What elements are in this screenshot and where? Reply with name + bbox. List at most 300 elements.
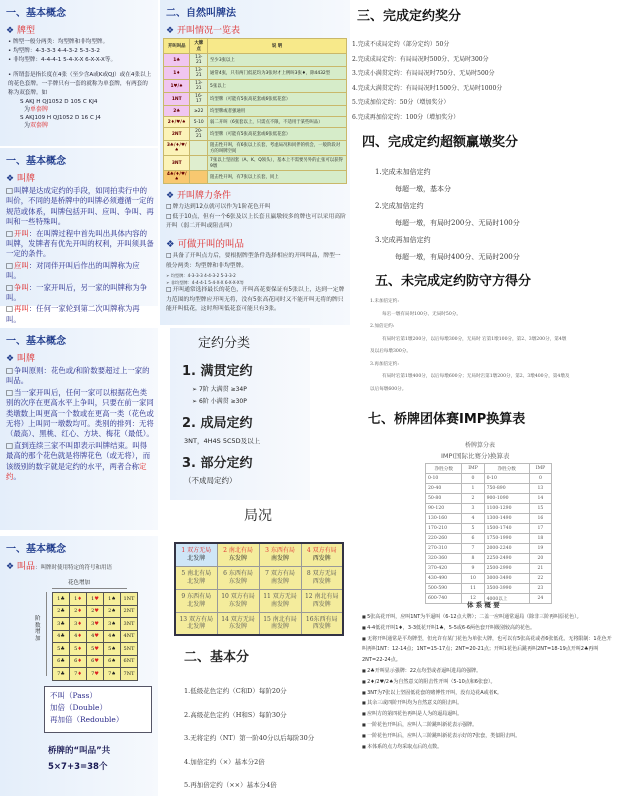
diamond-bullet-icon: ❖ bbox=[166, 26, 177, 36]
imp-row bbox=[426, 484, 552, 494]
imp-value: 4 bbox=[462, 514, 484, 524]
system-item: ■ 2♣开叫显示强牌：22点均型或者逼叫进局的强牌。 bbox=[362, 666, 614, 677]
list-item bbox=[6, 283, 154, 304]
overtrick-list bbox=[375, 164, 520, 266]
hcp-range: 13-21 bbox=[190, 67, 208, 80]
net-score: 2000-2240 bbox=[484, 544, 529, 554]
imp-title: 七、桥牌团体赛IMP换算表 bbox=[368, 412, 526, 427]
term: 应叫 bbox=[13, 260, 29, 270]
bid-level: 4 bbox=[123, 633, 127, 640]
bid-level: 7 bbox=[74, 670, 78, 677]
heading-partscore: 3. 部分定约 bbox=[182, 456, 253, 471]
overtrick-heading: 2.完成加倍定约 bbox=[375, 202, 424, 210]
imp-value: 9 bbox=[462, 564, 484, 574]
item-tail: 。 bbox=[13, 472, 21, 482]
description: 均型牌（可能有5张高花套或6张低花套） bbox=[208, 93, 347, 106]
net-score: 430-490 bbox=[426, 574, 462, 584]
game-line: 3NT，4H4S 5C5D及以上 bbox=[184, 437, 261, 445]
net-score: 370-420 bbox=[426, 564, 462, 574]
vul-row bbox=[175, 612, 343, 635]
vul-cell bbox=[301, 543, 343, 566]
y-axis-label: 阶数增加 bbox=[35, 616, 41, 642]
vul-cell bbox=[301, 589, 343, 612]
item-text: 直到连续三家不叫即表示叫牌结束。叫得最高的那个花色就是将牌花色（或无将），而该级别的数字就是定约的水平，两者合称 bbox=[6, 440, 151, 471]
bid-cell bbox=[70, 643, 87, 656]
suit-icon: ♦ bbox=[77, 645, 82, 652]
bid-cell bbox=[104, 643, 121, 656]
imp-value: 0 bbox=[462, 474, 484, 484]
imp-value: 7 bbox=[462, 544, 484, 554]
imp-value: 22 bbox=[529, 574, 551, 584]
bid-row bbox=[53, 655, 138, 668]
imp-value: 3 bbox=[462, 504, 484, 514]
subheading: 叫牌 bbox=[16, 174, 35, 184]
bid-level: 2 bbox=[57, 608, 61, 615]
bid-level: 7 bbox=[108, 670, 112, 677]
suit-icon: ♥ bbox=[94, 608, 99, 615]
example-hand bbox=[0, 114, 158, 130]
diamond-bullet-icon: ❖ bbox=[6, 174, 17, 184]
imp-value: 23 bbox=[529, 584, 551, 594]
defense-detail: 有局时宕第1墩400分，以后每墩600分；无局时宕第1墩200分，第2、3墩400分，第4墩及以后每墩600分。 bbox=[370, 374, 570, 392]
list-item bbox=[6, 261, 154, 282]
bullet-list bbox=[0, 38, 158, 98]
imp-row bbox=[426, 494, 552, 504]
bid-cell bbox=[53, 630, 70, 643]
bid-cell bbox=[121, 605, 138, 618]
net-score: 1100-1290 bbox=[484, 504, 529, 514]
overtrick-detail: 每超一墩，基本分 bbox=[395, 185, 451, 193]
system-item: ■ 其余三或四阶开叫均为自然意义的阻击叫。 bbox=[362, 698, 614, 709]
board-status: 11 双方无局 bbox=[263, 593, 297, 600]
suit-icon: ♥ bbox=[94, 670, 99, 677]
table-header bbox=[164, 39, 347, 54]
net-score: 90-120 bbox=[426, 504, 462, 514]
opening-bid: 2♦/♥/♠ bbox=[164, 117, 190, 128]
bid-row bbox=[53, 630, 138, 643]
imp-value: 5 bbox=[462, 524, 484, 534]
basic-score-line: 4.加倍定约（×）基本分2倍 bbox=[184, 757, 265, 766]
description: 5张以上 bbox=[208, 80, 347, 93]
dealer: 南发牌 bbox=[270, 577, 289, 585]
dealer: 东发牌 bbox=[228, 554, 247, 562]
description: 阻击性开叫，有6张以上长套，考虑局况和同伴的机会，一般阶段对方的叫牌空间 bbox=[208, 141, 347, 156]
board-status: 9 东西有局 bbox=[181, 593, 212, 600]
bid-cell bbox=[53, 655, 70, 668]
table-row bbox=[164, 54, 347, 67]
net-score: 1500-1740 bbox=[484, 524, 529, 534]
diamond-bullet-icon: ❖ bbox=[6, 562, 17, 572]
hand-label bbox=[20, 122, 158, 130]
defense-title: 五、未完成定约防守方得分 bbox=[375, 274, 532, 289]
defense-detail: 有局时宕第1墩200分，以后每墩300分，无局时 宕第1墩100分，第2、3墩200分，第4墩及以后每墩300分。 bbox=[370, 336, 567, 354]
board-status: 13 双方有局 bbox=[179, 615, 214, 623]
heading-game: 2. 成局定约 bbox=[182, 416, 253, 431]
net-score: 50-80 bbox=[426, 494, 462, 504]
basic-score-line: 1.低级花色定约（C和D）每阶20分 bbox=[184, 687, 287, 695]
section-title: 一、基本概念 bbox=[6, 8, 66, 19]
notrump-icon: NT bbox=[126, 608, 135, 615]
list-item bbox=[6, 186, 154, 228]
x-arrow bbox=[52, 588, 127, 589]
imp-table-title: 桥牌算分表 bbox=[465, 442, 496, 449]
imp-value: 15 bbox=[529, 504, 551, 514]
list-item: □ 牌力达到12点就可以作为1阶花色开叫 bbox=[166, 203, 346, 212]
net-score: 750-890 bbox=[484, 484, 529, 494]
suit-icon: ♥ bbox=[94, 658, 99, 665]
imp-value: 10 bbox=[462, 574, 484, 584]
subheading: 牌型 bbox=[16, 26, 35, 36]
column-header: 净胜分数 bbox=[426, 464, 462, 474]
bonus-line: 5.完成加倍定约：50分（增加奖分） bbox=[352, 99, 450, 107]
example-hand bbox=[0, 98, 158, 114]
subheading: 叫牌 bbox=[16, 354, 35, 364]
table-row bbox=[164, 106, 347, 117]
heading-slam: 1. 满贯定约 bbox=[182, 364, 253, 379]
suit-icon: ♦ bbox=[77, 633, 82, 640]
vul-cell bbox=[259, 589, 301, 612]
bid-cell bbox=[70, 668, 87, 681]
vul-cell bbox=[217, 566, 259, 589]
call-item: 再加倍（Redouble） bbox=[50, 715, 124, 724]
defense-heading: 1.未加倍定约: bbox=[370, 299, 399, 304]
net-score: 220-260 bbox=[426, 534, 462, 544]
bid-row bbox=[53, 618, 138, 631]
bid-row bbox=[53, 668, 138, 681]
bid-level: 3 bbox=[108, 620, 112, 627]
defense-detail: 每宕一墩有局时100分、无局时50分。 bbox=[382, 311, 461, 317]
hcp-range: 20-21 bbox=[190, 128, 208, 141]
bonus-line: 3.完成小满贯定约：有局局况时750分、无局时500分 bbox=[352, 70, 495, 78]
bid-row bbox=[53, 643, 138, 656]
system-item: ■ 5张高花开叫，应叫1NT为半逼叫（6-12点大牌）；二盖一应叫通常逼局（除非三阶再叫原花色）。 bbox=[362, 612, 614, 623]
bid-level: 5 bbox=[74, 645, 78, 652]
list-item bbox=[6, 366, 154, 387]
suit-icon: ♥ bbox=[94, 645, 99, 652]
imp-value: 14 bbox=[529, 494, 551, 504]
hand-text: S AKJ109 H QJ1052 D 16 C J4 bbox=[20, 115, 101, 121]
imp-value: 0 bbox=[529, 474, 551, 484]
bid-cell bbox=[104, 630, 121, 643]
panel-overcall bbox=[0, 328, 158, 530]
bid-level: 3 bbox=[74, 620, 78, 627]
suit-icon: ♦ bbox=[77, 620, 82, 627]
examples bbox=[0, 98, 158, 130]
board-status: 5 南北有局 bbox=[181, 570, 212, 577]
dealer: 西发牌 bbox=[312, 577, 331, 585]
imp-value: 24 bbox=[529, 594, 551, 604]
system-item: ■ 一阶花色开叫后，应叫人三阶跳叫新花表示好的7张套，类似阻击叫。 bbox=[362, 731, 614, 742]
label-prefix: 为 bbox=[24, 122, 31, 129]
system-item: ■ 一阶花色开叫后，应叫人二阶跳叫新花表示强牌。 bbox=[362, 720, 614, 731]
bid-level: 5 bbox=[123, 645, 127, 652]
table-row bbox=[164, 156, 347, 171]
vulnerability-grid bbox=[174, 542, 344, 636]
bid-level: 1 bbox=[74, 595, 78, 602]
dealer: 南发牌 bbox=[270, 623, 289, 631]
item-text: ：一家开叫后，另一家的叫牌称为争叫。 bbox=[6, 282, 148, 303]
vul-cell bbox=[217, 612, 259, 635]
net-score: 1300-1490 bbox=[484, 514, 529, 524]
hcp-range: ≥22 bbox=[190, 106, 208, 117]
item-text: 争叫原则：花色或/和阶数要超过上一家的叫品。 bbox=[6, 366, 150, 386]
opening-bid: 4♣/♦/♥/♠ bbox=[164, 171, 190, 184]
suit-icon: ♠ bbox=[111, 670, 116, 677]
call-item: 加倍（Double） bbox=[50, 703, 107, 712]
column-header: IMP bbox=[462, 464, 484, 474]
term: 开叫 bbox=[13, 228, 29, 238]
bonus-list bbox=[352, 38, 502, 126]
bid-cell bbox=[53, 643, 70, 656]
diamond-bullet-icon: ❖ bbox=[166, 191, 177, 201]
defense-heading: 3.再加倍定约: bbox=[370, 361, 399, 367]
description: 均型牌（可能有5张高花套或6张低花套） bbox=[208, 128, 347, 141]
net-score: 4000以上 bbox=[484, 594, 529, 604]
bonus-line: 2.完成成局定约：有局局况时500分、无局时300分 bbox=[352, 55, 489, 63]
notrump-icon: NT bbox=[126, 658, 135, 665]
vul-cell bbox=[259, 543, 301, 566]
net-score: 2250-2490 bbox=[484, 554, 529, 564]
board-status: 6 东西有局 bbox=[223, 570, 253, 577]
net-score: 500-590 bbox=[426, 584, 462, 594]
opening-bid: 3NT bbox=[164, 156, 190, 171]
list-item bbox=[6, 229, 154, 260]
system-item: ■ 本体系的点力均采取点后的点数。 bbox=[362, 742, 614, 753]
bid-cell bbox=[70, 605, 87, 618]
dealer: 东发牌 bbox=[228, 600, 247, 608]
hand-text: S AKJ H QJ1052 D 105 C KJ4 bbox=[20, 99, 98, 105]
bid-level: 3 bbox=[57, 620, 61, 627]
dealer: 西发牌 bbox=[312, 554, 331, 562]
bid-level: 4 bbox=[74, 633, 78, 640]
vul-row bbox=[175, 543, 343, 566]
list-item: □ 低于10点，但有一个6张及以上长套且赢墩较多的牌也可以采用高阶开叫（弱二开叫或阻击叫） bbox=[166, 213, 346, 231]
list-subitem: ➢ 非均型牌：4-4-4-1 5-4-X-X 6-X-X-X等 bbox=[166, 280, 244, 285]
description: 至少3张以上 bbox=[208, 54, 347, 67]
net-score: 320-360 bbox=[426, 554, 462, 564]
call-item: 不叫（Pass） bbox=[50, 691, 97, 700]
bid-row bbox=[53, 605, 138, 618]
imp-value: 13 bbox=[529, 484, 551, 494]
opening-bid: 1♥/♠ bbox=[164, 80, 190, 93]
suit-icon: ♣ bbox=[60, 658, 65, 665]
bid-level: 7 bbox=[57, 670, 61, 677]
hcp-range: 13-21 bbox=[190, 54, 208, 67]
dealer: 北发牌 bbox=[187, 577, 206, 585]
board-status: 4 双方有局 bbox=[306, 547, 337, 555]
board-status: 15 南北有局 bbox=[263, 615, 297, 623]
imp-value: 6 bbox=[462, 534, 484, 544]
imp-row bbox=[426, 514, 552, 524]
section-title: 一、基本概念 bbox=[6, 336, 66, 347]
vul-cell bbox=[175, 589, 217, 612]
table-row bbox=[164, 93, 347, 106]
net-score: 20-40 bbox=[426, 484, 462, 494]
bid-level: 7 bbox=[91, 670, 95, 677]
table-row bbox=[164, 171, 347, 184]
hcp-range: 16-17 bbox=[190, 93, 208, 106]
column-header: 说 明 bbox=[208, 39, 347, 54]
item-list bbox=[0, 186, 158, 325]
suit-icon: ♣ bbox=[60, 608, 65, 615]
bid-cell bbox=[121, 655, 138, 668]
bid-cell bbox=[87, 593, 104, 606]
grand-slam-line: ➢ 7阶 大满贯 ≥34P bbox=[192, 386, 247, 393]
bid-level: 2 bbox=[123, 608, 127, 615]
notrump-icon: NT bbox=[126, 620, 135, 627]
column-header: 大牌点 bbox=[190, 39, 208, 54]
bid-cell bbox=[70, 630, 87, 643]
suit-icon: ♠ bbox=[111, 608, 116, 615]
diamond-bullet-icon: ❖ bbox=[6, 26, 17, 36]
basic-score-line: 5.再加倍定约（××）基本分4倍 bbox=[184, 781, 277, 789]
bid-level: 5 bbox=[91, 645, 95, 652]
description: 弱二开叫（6张套以上，只需点不限，不适用于某些叫品） bbox=[208, 117, 347, 128]
term: 再叫 bbox=[13, 304, 29, 314]
hcp-range: 5-10 bbox=[190, 117, 208, 128]
bid-cell bbox=[121, 618, 138, 631]
bid-cell bbox=[87, 643, 104, 656]
basic-score-title: 二、基本分 bbox=[184, 650, 250, 665]
bid-level: 6 bbox=[91, 658, 95, 665]
imp-row bbox=[426, 524, 552, 534]
bid-cell bbox=[104, 668, 121, 681]
imp-value: 11 bbox=[462, 584, 484, 594]
opening-bid: 2NT bbox=[164, 128, 190, 141]
bid-cell bbox=[121, 593, 138, 606]
subheading: 开叫情况一览表 bbox=[176, 26, 240, 36]
section-title: 二、自然叫牌法 bbox=[166, 8, 236, 19]
bid-cell bbox=[104, 593, 121, 606]
imp-row bbox=[426, 474, 552, 484]
suit-icon: ♣ bbox=[60, 633, 65, 640]
bid-level: 6 bbox=[108, 658, 112, 665]
label-type: 双套牌 bbox=[30, 122, 49, 129]
bid-level: 2 bbox=[108, 608, 112, 615]
table-row bbox=[164, 67, 347, 80]
imp-header bbox=[426, 464, 552, 474]
opening-table bbox=[163, 38, 347, 184]
bid-level: 4 bbox=[57, 633, 61, 640]
board-status: 2 南北有局 bbox=[223, 547, 253, 555]
bid-cell bbox=[53, 605, 70, 618]
suit-icon: ♦ bbox=[77, 608, 82, 615]
panel-contract-types bbox=[170, 328, 310, 500]
overtrick-title: 四、完成定约超额赢墩奖分 bbox=[362, 135, 519, 150]
term: 争叫 bbox=[13, 282, 29, 292]
vul-cell bbox=[175, 612, 217, 635]
table-row bbox=[164, 128, 347, 141]
bid-level: 5 bbox=[57, 645, 61, 652]
defense-list bbox=[370, 296, 570, 396]
vulnerability-title: 局况 bbox=[244, 508, 272, 524]
table-row bbox=[164, 141, 347, 156]
item-text: 叫牌是达成定约的手段，如同拍卖行中的叫价，不同的是桥牌中的叫牌必须遵循一定的规范或体系，叫牌包括开叫、应叫、争叫、再叫和一些特殊叫。 bbox=[6, 186, 154, 227]
hand-label bbox=[20, 106, 158, 114]
bid-cell bbox=[53, 668, 70, 681]
vul-cell bbox=[259, 612, 301, 635]
bid-level: 2 bbox=[91, 608, 95, 615]
system-title: 体 系 概 要 bbox=[467, 601, 500, 609]
opening-bid: 1♦ bbox=[164, 67, 190, 80]
net-score: 2500-2990 bbox=[484, 564, 529, 574]
suit-icon: ♥ bbox=[94, 595, 99, 602]
suit-icon: ♦ bbox=[77, 595, 82, 602]
bullet-item: • 牌型一般分两类：均型牌和非均型牌。 bbox=[8, 38, 152, 47]
system-item: ■ 应叫方的第四花色再叫是人为的逼局逼叫。 bbox=[362, 709, 614, 720]
table-row bbox=[164, 80, 347, 93]
imp-table bbox=[425, 463, 552, 604]
board-status: 1 双方无局 bbox=[181, 547, 212, 555]
imp-value: 19 bbox=[529, 544, 551, 554]
imp-row bbox=[426, 584, 552, 594]
description: 阻击性开叫，有7张以上长套，同上 bbox=[208, 171, 347, 184]
list-item bbox=[6, 304, 154, 325]
imp-value: 16 bbox=[529, 514, 551, 524]
partscore-line: （不成局定约） bbox=[184, 476, 237, 485]
bullet-item: • 均型牌：4-3-3-3 4-4-3-2 5-3-3-2 bbox=[8, 47, 152, 56]
list-item bbox=[6, 388, 154, 440]
diamond-bullet-icon: ❖ bbox=[6, 354, 17, 364]
imp-value: 12 bbox=[462, 594, 484, 604]
imp-row bbox=[426, 534, 552, 544]
board-status: 10 双方有局 bbox=[221, 593, 255, 600]
x-axis-label: 花色增加 bbox=[68, 580, 91, 586]
net-score: 0-10 bbox=[484, 474, 529, 484]
bonus-line: 1.完成不成局定约（部分定约）50分 bbox=[352, 41, 450, 48]
imp-row bbox=[426, 554, 552, 564]
hcp-range bbox=[190, 141, 208, 156]
list-item: □ 开叫通常选择最长的花色，开叫高花要保证有5张以上，达到一定牌力范围的均型牌应开叫无将，没有5张高花同时又不能开叫无将的牌只能开叫低花，这时所叫低花套可能只有3张。 bbox=[166, 286, 346, 315]
bid-cell bbox=[70, 593, 87, 606]
overtrick-heading: 1.完成未加倍定约 bbox=[375, 168, 431, 176]
bid-level: 2 bbox=[74, 608, 78, 615]
notrump-icon: NT bbox=[126, 633, 135, 640]
overtrick-heading: 3.完成再加倍定约 bbox=[375, 236, 431, 244]
list-subitem: ➢ 均型牌：4-3-3-3 4-4-3-2 5-3-3-2 bbox=[166, 273, 236, 278]
suit-icon: ♠ bbox=[111, 620, 116, 627]
bullet-item: • 非均型牌：4-4-4-1 5-4-X-X 6-X-X-X等。 bbox=[8, 56, 152, 65]
list-item bbox=[6, 441, 154, 483]
imp-row bbox=[426, 504, 552, 514]
bid-grid bbox=[52, 592, 138, 681]
vul-cell bbox=[301, 566, 343, 589]
vul-cell bbox=[175, 566, 217, 589]
bid-level: 4 bbox=[91, 633, 95, 640]
hcp-range: 13-21 bbox=[190, 80, 208, 93]
bid-cell bbox=[87, 618, 104, 631]
item-text: 当一家开叫后，任何一家可以根据花色类别的次序在更高水平上争叫，只要在前一家同类墩数上叫更高一个数或在更高一类（花色或无将）上叫同一墩数均可。类别的排列：无将（最高）、黑桃、红心、方块、梅花（最低）。 bbox=[6, 387, 154, 439]
subheading-desc: ：叫牌时使用特定的符号和用语 bbox=[34, 565, 112, 571]
bid-cell bbox=[70, 618, 87, 631]
small-slam-line: ➢ 6阶 小满贯 ≥30P bbox=[192, 398, 247, 405]
label-type: 单套牌 bbox=[30, 106, 49, 113]
dealer: 北发牌 bbox=[187, 554, 206, 562]
suit-icon: ♥ bbox=[94, 620, 99, 627]
panel-calls bbox=[0, 536, 158, 796]
item-text: ：对同伴开叫后作出的叫牌称为应叫。 bbox=[6, 260, 140, 281]
notrump-icon: NT bbox=[126, 670, 135, 677]
dealer: 东发牌 bbox=[228, 577, 247, 585]
bid-level: 1 bbox=[108, 595, 112, 602]
imp-value: 2 bbox=[462, 494, 484, 504]
hcp-range bbox=[190, 156, 208, 171]
bid-level: 4 bbox=[108, 633, 112, 640]
bonus-title: 三、完成定约奖分 bbox=[357, 9, 462, 24]
column-header: 净胜分数 bbox=[484, 464, 529, 474]
hcp-range bbox=[190, 171, 208, 184]
net-score: 170-210 bbox=[426, 524, 462, 534]
